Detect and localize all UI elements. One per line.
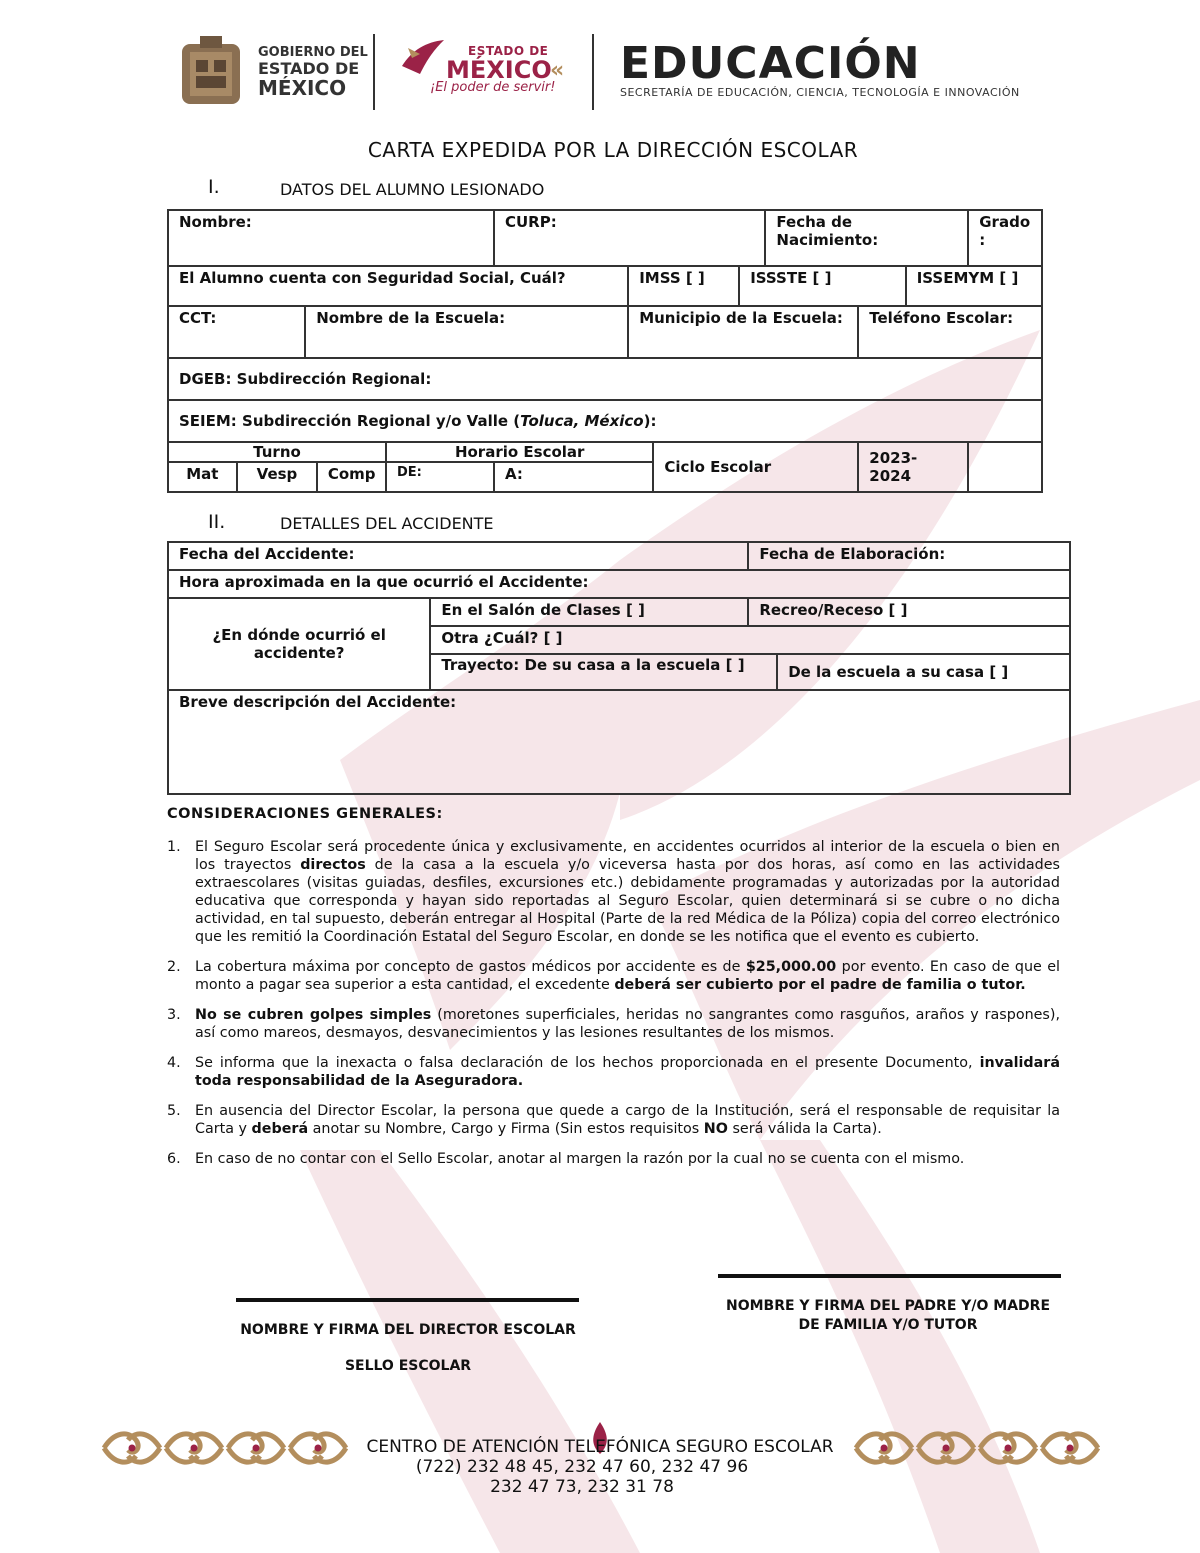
municipio-field[interactable]: Municipio de la Escuela: <box>628 306 858 358</box>
section-2-number: II. <box>208 511 226 533</box>
salon-checkbox[interactable]: En el Salón de Clases [ ] <box>430 598 748 626</box>
edomex-big: MÉXICO <box>446 56 552 84</box>
telefono-field[interactable]: Teléfono Escolar: <box>858 306 1042 358</box>
hummingbird-logo-icon <box>398 36 448 80</box>
issemym-checkbox[interactable]: ISSEMYM [ ] <box>906 266 1042 306</box>
issste-checkbox[interactable]: ISSSTE [ ] <box>739 266 906 306</box>
section-1-label: DATOS DEL ALUMNO LESIONADO <box>280 180 545 199</box>
rule-2-num: 2. <box>167 959 181 975</box>
gob-line-2: ESTADO DE <box>258 59 360 78</box>
gob-line-3: MÉXICO <box>258 76 347 100</box>
padre-signature-line-1: NOMBRE Y FIRMA DEL PADRE Y/O MADRE <box>725 1298 1051 1314</box>
edomex-slogan: ¡El poder de servir! <box>430 80 556 95</box>
header-divider <box>373 34 375 110</box>
student-data-table <box>167 209 1043 493</box>
escuela-casa-label: De la escuela a su casa [ ] <box>788 663 1009 681</box>
rule-5-bold-b: NO <box>703 1121 728 1137</box>
rule-4 <box>167 1054 1060 1090</box>
accident-table <box>167 541 1071 795</box>
seguridad-social-label: El Alumno cuenta con Seguridad Social, Cuál? <box>168 266 628 306</box>
rule-1-text-b: de la casa a la escuela y/o viceversa hasta por dos horas, así como en las actividades extraescolares (visitas guiadas, desfiles, excursiones etc.) debidamente programadas y autorizadas por la autoridad educativa que corresponda y hayan sido reportadas al Seguro Escolar, quien determinará si se cubre o no dicha actividad, en tal supuesto, deberán entregar al Hospital (Parte de la red Médica de la Póliza) copia del correo electrónico que les remitió la Coordinación Estatal del Seguro Escolar, en donde se les notifica que el evento es cubierto. <box>195 857 1060 945</box>
otra-checkbox[interactable]: Otra ¿Cuál? [ ] <box>430 626 1070 654</box>
rule-6-text: En caso de no contar con el Sello Escolar, anotar al margen la razón por la cual no se cuenta con el mismo. <box>195 1151 965 1167</box>
director-signature-label: NOMBRE Y FIRMA DEL DIRECTOR ESCOLAR <box>240 1322 576 1338</box>
rule-4-text: Se informa que la inexacta o falsa declaración de los hechos proporcionada en el presente Documento, <box>195 1055 980 1071</box>
padre-signature-line[interactable] <box>718 1274 1061 1278</box>
turno-header: Turno <box>168 442 386 462</box>
seiem-field[interactable] <box>168 400 1042 442</box>
rule-2 <box>167 958 1060 994</box>
hora-field[interactable]: Hora aproximada en la que ocurrió el Accidente: <box>168 570 1070 598</box>
rule-5-text-b: anotar su Nombre, Cargo y Firma (Sin estos requisitos <box>308 1121 704 1137</box>
director-signature-line[interactable] <box>236 1298 579 1302</box>
ciclo-extra-cell <box>968 442 1042 492</box>
rule-4-bold: invalidará toda responsabilidad de la Aseguradora. <box>195 1055 1060 1089</box>
grado-field[interactable]: Grado : <box>968 210 1042 266</box>
footer-line-2: (722) 232 48 45, 232 47 60, 232 47 96 <box>415 1457 749 1477</box>
rule-3-text: (moretones superficiales, heridas no sangrantes como rasguños, araños y raspones), así como mareos, desmayos, desvanecimientos y las lesiones resultantes de los mismos. <box>195 1007 1061 1041</box>
imss-checkbox[interactable]: IMSS [ ] <box>628 266 739 306</box>
turno-comp[interactable]: Comp <box>317 462 386 492</box>
state-coat-of-arms-icon <box>178 34 244 108</box>
section-2-label: DETALLES DEL ACCIDENTE <box>280 514 494 533</box>
rule-6-num: 6. <box>167 1151 181 1167</box>
seiem-close: ): <box>643 412 657 430</box>
consideraciones-list <box>167 838 1060 1180</box>
turno-vesp[interactable]: Vesp <box>237 462 318 492</box>
header-divider-2 <box>592 34 594 110</box>
dgeb-field[interactable]: DGEB: Subdirección Regional: <box>168 358 1042 400</box>
rule-1 <box>167 838 1060 946</box>
footer-line-3: 232 47 73, 232 31 78 <box>490 1477 674 1497</box>
rule-2-bold-b: deberá ser cubierto por el padre de familia o tutor. <box>614 977 1026 993</box>
rule-1-num: 1. <box>167 839 181 855</box>
page-title: CARTA EXPEDIDA POR LA DIRECCIÓN ESCOLAR <box>367 138 859 162</box>
rule-3-num: 3. <box>167 1007 181 1023</box>
rule-4-num: 4. <box>167 1055 181 1071</box>
edomex-top: ESTADO DE <box>468 44 549 58</box>
rule-2-bold-a: $25,000.00 <box>745 959 837 975</box>
fecha-nacimiento-field[interactable]: Fecha de Nacimiento: <box>765 210 968 266</box>
educacion-subtitle: SECRETARÍA DE EDUCACIÓN, CIENCIA, TECNOLOGÍA E INNOVACIÓN <box>620 86 1020 99</box>
rule-3 <box>167 1006 1060 1042</box>
consideraciones-title: CONSIDERACIONES GENERALES: <box>167 806 443 822</box>
footer-line-1: CENTRO DE ATENCIÓN TELEFÓNICA SEGURO ESCOLAR <box>366 1437 834 1457</box>
sello-escolar-label: SELLO ESCOLAR <box>344 1358 472 1374</box>
curp-field[interactable]: CURP: <box>494 210 765 266</box>
rule-5-text-a: En ausencia del Director Escolar, la persona que quede a cargo de la Institución, será el responsable de requisitar la Carta y <box>195 1103 1060 1137</box>
rule-5-num: 5. <box>167 1103 181 1119</box>
ciclo-value: 2023-2024 <box>858 442 968 492</box>
rule-3-bold: No se cubren golpes simples <box>195 1007 432 1023</box>
escuela-casa-checkbox[interactable] <box>777 654 1070 690</box>
padre-signature-label <box>700 1297 1076 1335</box>
section-1-number: I. <box>208 176 220 198</box>
turno-mat[interactable]: Mat <box>168 462 237 492</box>
horario-a[interactable]: A: <box>494 462 653 492</box>
trayecto-casa-escuela-checkbox[interactable]: Trayecto: De su casa a la escuela [ ] <box>430 654 777 690</box>
gob-line-1: GOBIERNO DEL <box>258 45 368 60</box>
edomex-chevron-icon: « <box>550 58 565 83</box>
rule-2-text-a: La cobertura máxima por concepto de gastos médicos por accidente es de <box>195 959 746 975</box>
rule-5-text-c: será válida la Carta). <box>727 1121 882 1137</box>
donde-label: ¿En dónde ocurrió el accidente? <box>168 598 430 690</box>
descripcion-field[interactable]: Breve descripción del Accidente: <box>168 690 1070 794</box>
fecha-accidente-field[interactable]: Fecha del Accidente: <box>168 542 748 570</box>
cct-field[interactable]: CCT: <box>168 306 305 358</box>
rule-5 <box>167 1102 1060 1138</box>
educacion-title: EDUCACIÓN <box>620 38 921 89</box>
seiem-label: SEIEM: Subdirección Regional y/o Valle ( <box>179 412 521 430</box>
escuela-field[interactable]: Nombre de la Escuela: <box>305 306 628 358</box>
rule-6 <box>167 1150 1060 1168</box>
recreo-checkbox[interactable]: Recreo/Receso [ ] <box>748 598 1070 626</box>
rule-2-text-b: por evento. En caso de que el monto a pagar sea superior a esta cantidad, el excedente <box>195 959 1060 993</box>
horario-de[interactable]: DE: <box>386 462 494 492</box>
horario-header: Horario Escolar <box>386 442 653 462</box>
padre-signature-line-2: DE FAMILIA Y/O TUTOR <box>798 1317 978 1333</box>
seiem-valle: Toluca, México <box>520 412 644 430</box>
fecha-elaboracion-field[interactable]: Fecha de Elaboración: <box>748 542 1070 570</box>
rule-5-bold-a: deberá <box>251 1121 309 1137</box>
ciclo-label: Ciclo Escolar <box>653 442 858 492</box>
nombre-field[interactable]: Nombre: <box>168 210 494 266</box>
rule-1-bold: directos <box>300 857 366 873</box>
rule-1-text-a: El Seguro Escolar será procedente única y exclusivamente, en accidentes ocurridos al interior de la escuela o bien en los trayectos <box>195 839 1060 873</box>
